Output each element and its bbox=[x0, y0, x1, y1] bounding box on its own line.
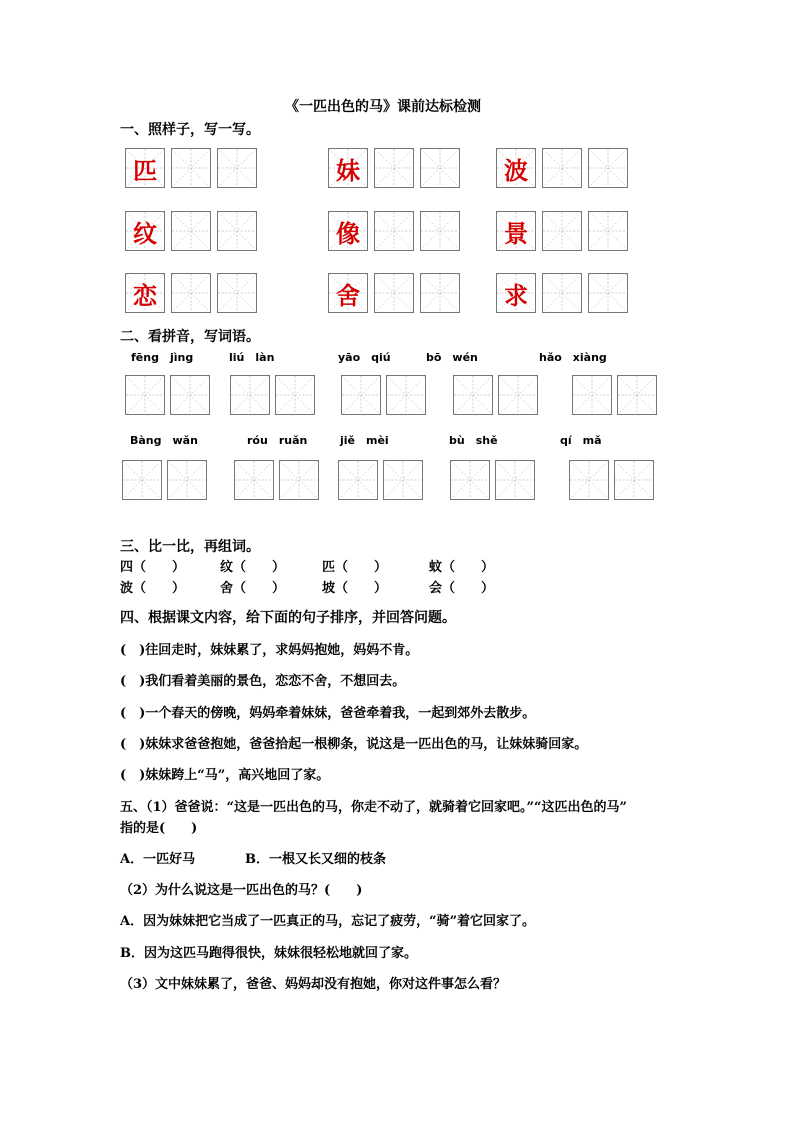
writing-grid-cell bbox=[374, 211, 414, 251]
compare-item: 匹（ ） bbox=[322, 560, 388, 575]
sample-char-cell bbox=[125, 273, 165, 313]
answer-grid-cell bbox=[450, 460, 490, 500]
sample-character: 波 bbox=[504, 155, 528, 185]
answer-grid-cell bbox=[279, 460, 319, 500]
answer-grid-cell bbox=[125, 375, 165, 415]
writing-grid-cell bbox=[217, 273, 257, 313]
order-item: ( )妹妹求爸爸抱她，爸爸拾起一根柳条，说这是一匹出色的马，让妹妹骑回家。 bbox=[120, 737, 588, 752]
order-item: ( )一个春天的傍晚，妈妈牵着妹妹，爸爸牵着我，一起到郊外去散步。 bbox=[120, 706, 536, 721]
pinyin-haoxiang: hǎo xiàng bbox=[539, 351, 607, 364]
pinyin-rouruan: róu ruǎn bbox=[247, 434, 308, 447]
sample-char-cell bbox=[125, 211, 165, 251]
answer-grid-cell bbox=[498, 375, 538, 415]
compare-item: 坡（ ） bbox=[322, 581, 388, 596]
answer-grid-cell bbox=[234, 460, 274, 500]
sample-character: 景 bbox=[504, 218, 528, 248]
pinyin-qima: qí mǎ bbox=[560, 434, 602, 447]
compare-item: 波（ ） bbox=[120, 581, 186, 596]
sample-character: 求 bbox=[504, 280, 528, 310]
section4-heading: 四、根据课文内容，给下面的句子排序，并回答问题。 bbox=[120, 610, 456, 626]
answer-grid-cell bbox=[453, 375, 493, 415]
writing-grid-cell bbox=[171, 273, 211, 313]
q1-text: 五、（1）爸爸说：“这是一匹出色的马，你走不动了，就骑着它回家吧。”“这匹出色的马” bbox=[120, 800, 627, 815]
order-item: ( )妹妹跨上“马”，高兴地回了家。 bbox=[120, 768, 330, 783]
page-title: 《一匹出色的马》课前达标检测 bbox=[285, 99, 481, 115]
sample-char-cell bbox=[328, 211, 368, 251]
writing-grid-cell bbox=[217, 148, 257, 188]
sample-char-cell bbox=[125, 148, 165, 188]
sample-char-cell bbox=[496, 273, 536, 313]
answer-grid-cell bbox=[275, 375, 315, 415]
writing-grid-cell bbox=[588, 273, 628, 313]
order-item: ( )我们看着美丽的景色，恋恋不舍，不想回去。 bbox=[120, 674, 406, 689]
answer-grid-cell bbox=[617, 375, 657, 415]
writing-grid-cell bbox=[420, 148, 460, 188]
answer-grid-cell bbox=[386, 375, 426, 415]
writing-grid-cell bbox=[542, 148, 582, 188]
writing-grid-cell bbox=[217, 211, 257, 251]
writing-grid-cell bbox=[420, 211, 460, 251]
answer-grid-cell bbox=[383, 460, 423, 500]
sample-character: 妹 bbox=[336, 155, 360, 185]
sample-char-cell bbox=[496, 148, 536, 188]
order-item: ( )往回走时，妹妹累了，求妈妈抱她，妈妈不肯。 bbox=[120, 643, 419, 658]
sample-char-cell bbox=[328, 273, 368, 313]
q1-text-cont: 指的是( ) bbox=[120, 821, 198, 836]
compare-item: 纹（ ） bbox=[220, 560, 286, 575]
q2-text: （2）为什么说这是一匹出色的马？( ) bbox=[120, 883, 363, 898]
writing-grid-cell bbox=[171, 211, 211, 251]
sample-character: 舍 bbox=[336, 280, 360, 310]
pinyin-yaoqiu: yāo qiú bbox=[338, 351, 391, 364]
writing-grid-cell bbox=[542, 273, 582, 313]
q2-option-b: B．因为这匹马跑得很快，妹妹很轻松地就回了家。 bbox=[120, 946, 417, 961]
pinyin-bowen: bō wén bbox=[426, 351, 478, 364]
answer-grid-cell bbox=[614, 460, 654, 500]
sample-char-cell bbox=[328, 148, 368, 188]
q1-option-a: A．一匹好马 bbox=[120, 852, 196, 867]
writing-grid-cell bbox=[588, 211, 628, 251]
answer-grid-cell bbox=[338, 460, 378, 500]
compare-item: 舍（ ） bbox=[220, 581, 286, 596]
section3-heading: 三、比一比，再组词。 bbox=[120, 539, 260, 555]
sample-character: 纹 bbox=[133, 218, 157, 248]
answer-grid-cell bbox=[170, 375, 210, 415]
answer-grid-cell bbox=[167, 460, 207, 500]
sample-char-cell bbox=[496, 211, 536, 251]
pinyin-fengjing: fēng jìng bbox=[131, 351, 194, 364]
pinyin-bushe: bù shě bbox=[449, 434, 498, 447]
q3-text: （3）文中妹妹累了，爸爸、妈妈却没有抱她，你对这件事怎么看？ bbox=[120, 977, 507, 992]
answer-grid-cell bbox=[230, 375, 270, 415]
answer-grid-cell bbox=[341, 375, 381, 415]
answer-grid-cell bbox=[572, 375, 612, 415]
compare-item: 会（ ） bbox=[429, 581, 495, 596]
writing-grid-cell bbox=[588, 148, 628, 188]
writing-grid-cell bbox=[171, 148, 211, 188]
writing-grid-cell bbox=[374, 273, 414, 313]
q2-option-a: A．因为妹妹把它当成了一匹真正的马，忘记了疲劳，“骑”着它回家了。 bbox=[120, 914, 536, 929]
sample-character: 像 bbox=[336, 218, 360, 248]
sample-character: 恋 bbox=[133, 280, 157, 310]
pinyin-jiemei: jiě mèi bbox=[340, 434, 389, 447]
pinyin-bangwan: Bàng wǎn bbox=[130, 434, 198, 447]
compare-item: 四（ ） bbox=[120, 560, 186, 575]
sample-character: 匹 bbox=[133, 155, 157, 185]
answer-grid-cell bbox=[495, 460, 535, 500]
pinyin-liulan: liú làn bbox=[229, 351, 275, 364]
q1-option-b: B．一根又长又细的枝条 bbox=[245, 852, 386, 867]
compare-item: 蚊（ ） bbox=[429, 560, 495, 575]
section2-heading: 二、看拼音，写词语。 bbox=[120, 329, 260, 345]
answer-grid-cell bbox=[122, 460, 162, 500]
writing-grid-cell bbox=[374, 148, 414, 188]
writing-grid-cell bbox=[420, 273, 460, 313]
answer-grid-cell bbox=[569, 460, 609, 500]
writing-grid-cell bbox=[542, 211, 582, 251]
section1-heading: 一、照样子，写一写。 bbox=[120, 122, 260, 138]
